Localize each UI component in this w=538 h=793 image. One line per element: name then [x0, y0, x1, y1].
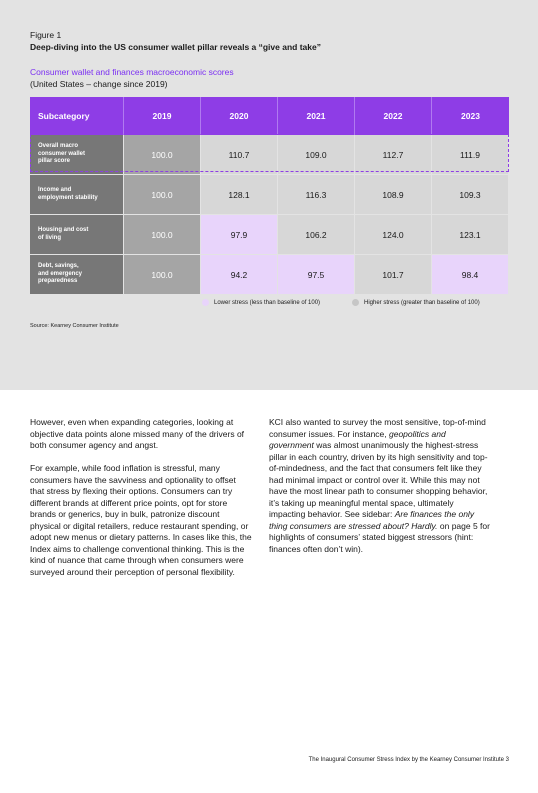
table-cell: 98.4: [432, 255, 509, 295]
column-header: 2020: [201, 97, 278, 135]
emphasis-text: geopolitics and government: [269, 428, 446, 450]
table-cell: 110.7: [201, 135, 278, 175]
table-cell: 101.7: [355, 255, 432, 295]
table-cell: 100.0: [124, 175, 201, 215]
table-cell: 123.1: [432, 215, 509, 255]
table-cell: 109.3: [432, 175, 509, 215]
row-label-line: pillar score: [38, 158, 71, 165]
table-cell: 108.9: [355, 175, 432, 215]
table-cell: 124.0: [355, 215, 432, 255]
legend-higher: [352, 299, 480, 306]
legend-higher-label: Higher stress (greater than baseline of 100): [364, 299, 480, 306]
legend-lower-label: Lower stress (less than baseline of 100): [214, 299, 321, 306]
text-run: KCI also wanted to survey the most sensitive, top-of-mind consumer issues. For instance,: [269, 417, 486, 439]
column-header: 2022: [355, 97, 432, 135]
text-run: was almost unanimously the highest-stress pillar in each country, driven by its high sensitivity and top-of-mindedness, and the fact that consumers felt like they had minimal impact or control over it. While this may not have the most linear path to consumer shopping behavior, it’s taking up meaningful mental space, ultimately impacting behavior. See sidebar:: [269, 440, 488, 519]
table-cell: 106.2: [278, 215, 355, 255]
table-cell: 100.0: [124, 215, 201, 255]
paragraph: [269, 417, 491, 555]
text-run: on page 5 for highlights of consumers’ stated biggest stressors (hint: finances often don’t win).: [269, 520, 490, 554]
figure-title: Deep-diving into the US consumer wallet pillar reveals a “give and take”: [30, 42, 321, 52]
figure-label: Figure 1: [30, 30, 62, 40]
row-label: [30, 175, 124, 215]
legend-swatch-higher: [352, 299, 359, 306]
emphasis-text: Are finances the only thing consumers are stressed about? Hardly.: [269, 509, 475, 531]
row-label-line: Debt, savings,: [38, 263, 79, 270]
row-label-line: and emergency: [38, 270, 83, 277]
table-row: [30, 135, 509, 175]
row-label-line: Income and: [38, 187, 72, 193]
row-label: [30, 135, 124, 175]
table-cell: 97.5: [278, 255, 355, 295]
table-cell: 94.2: [201, 255, 278, 295]
table-cell: 112.7: [355, 135, 432, 175]
table-cell: 128.1: [201, 175, 278, 215]
scores-table: [30, 97, 509, 295]
table-cell: 100.0: [124, 255, 201, 295]
table-cell: 97.9: [201, 215, 278, 255]
source-note: Source: Kearney Consumer Institute: [30, 323, 119, 329]
table-header-row: [30, 97, 509, 135]
page-footer: The Inaugural Consumer Stress Index by the Kearney Consumer Institute 3: [308, 757, 509, 763]
legend-swatch-lower: [202, 299, 209, 306]
table-cell: 100.0: [124, 135, 201, 175]
row-label: [30, 215, 124, 255]
table-row: [30, 175, 509, 215]
row-label-line: consumer wallet: [38, 150, 86, 157]
paragraph: For example, while food inflation is stressful, many consumers have the savviness and optionality to offset that stress by flexing their options. Consumers can try different brands at different price points, opt for store brands or generics, buy in bulk, patronize discount physical or digital retailers, reduce restaurant spending, or adopt new menus or dietary patterns. In cases like this, the Index aims to challenge conventional thinking. This is the kind of nuance that came through when consumers were surveyed around their perception of personal flexibility.: [30, 463, 252, 577]
table-row: [30, 215, 509, 255]
row-label: [30, 255, 124, 295]
table-cell: 111.9: [432, 135, 509, 175]
table-cell: 109.0: [278, 135, 355, 175]
row-label-line: of living: [38, 234, 61, 241]
chart-note: (United States – change since 2019): [30, 79, 168, 89]
legend-lower: [202, 299, 320, 306]
column-header: 2019: [124, 97, 201, 135]
table-row: [30, 255, 509, 295]
column-header: 2021: [278, 97, 355, 135]
row-label-line: preparedness: [38, 278, 78, 285]
table-cell: 116.3: [278, 175, 355, 215]
row-label-line: Housing and cost: [38, 227, 89, 233]
column-header: Subcategory: [30, 97, 124, 135]
chart-subtitle: Consumer wallet and finances macroeconomic scores: [30, 67, 234, 77]
paragraph: However, even when expanding categories, looking at objective data points alone missed many of the drivers of both consumer agency and angst.: [30, 417, 245, 450]
column-header: 2023: [432, 97, 509, 135]
body-column-right: [269, 417, 491, 567]
row-label-line: employment stability: [38, 194, 98, 201]
body-column-left: [30, 417, 252, 590]
row-label-line: Overall macro: [38, 143, 79, 150]
